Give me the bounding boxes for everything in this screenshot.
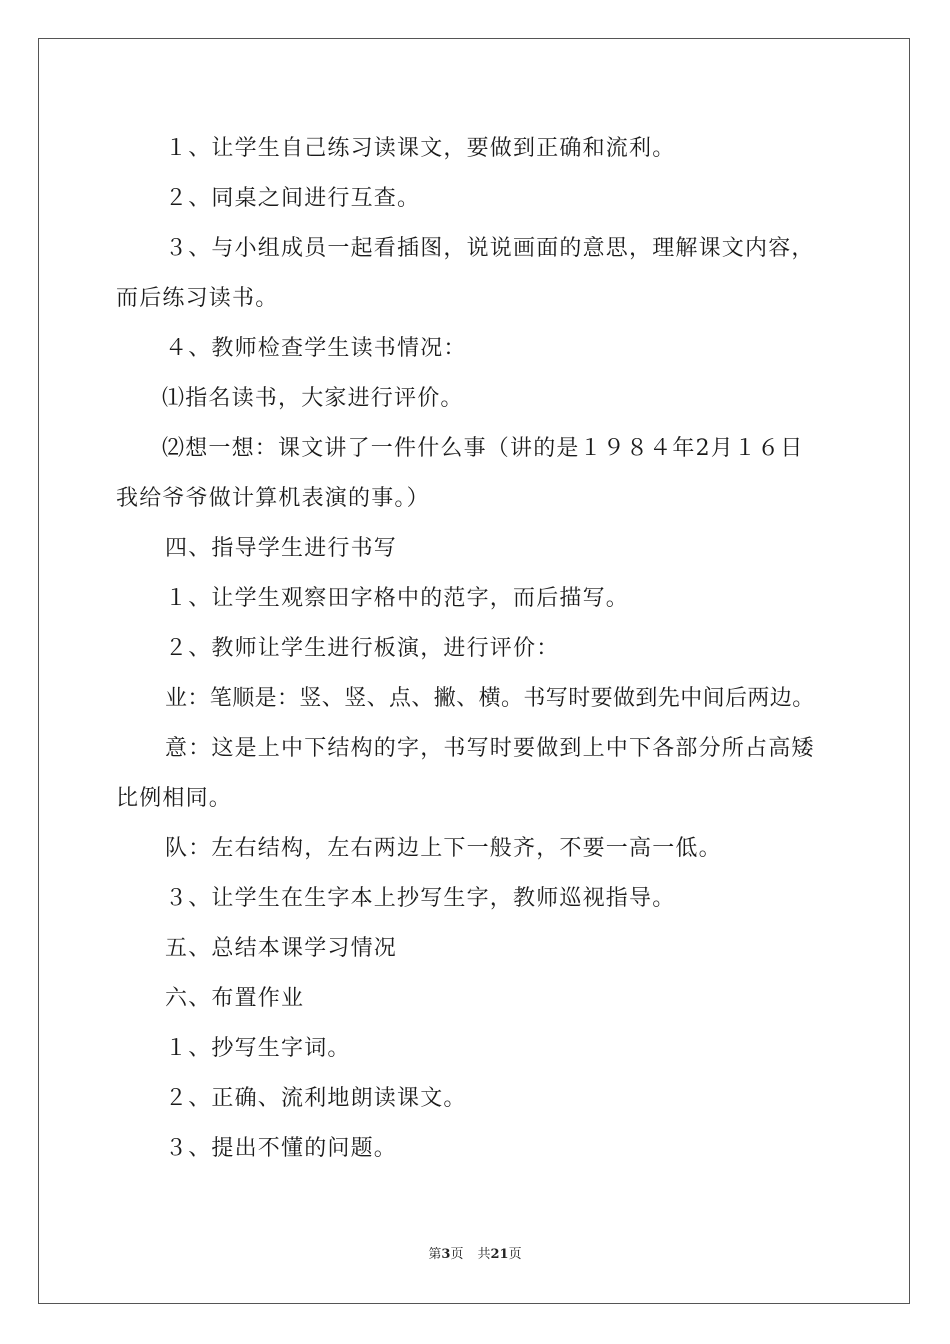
- page-footer: [0, 1246, 950, 1264]
- paragraph-line: 比例相同。: [116, 786, 233, 811]
- paragraph-line: ４、教师检查学生读书情况：: [165, 336, 467, 361]
- paragraph-line: １、让学生观察田字格中的范字，而后描写。: [165, 586, 630, 611]
- paragraph-line: ２、同桌之间进行互查。: [165, 186, 421, 211]
- paragraph-line: ⑵想一想：课文讲了一件什么事（讲的是１９８４年2月１６日: [162, 436, 804, 461]
- footer-page-suffix: 页: [450, 1247, 464, 1262]
- paragraph-line: １、让学生自己练习读课文，要做到正确和流利。: [165, 136, 676, 161]
- paragraph-line: ２、正确、流利地朗读课文。: [165, 1086, 467, 1111]
- paragraph-line: ３、提出不懂的问题。: [165, 1136, 398, 1161]
- paragraph-line: ３、让学生在生字本上抄写生字，教师巡视指导。: [165, 886, 676, 911]
- footer-total-prefix: 共: [477, 1247, 491, 1262]
- paragraph-line: 我给爷爷做计算机表演的事。）: [116, 486, 430, 511]
- footer-page-number: 3: [441, 1247, 451, 1262]
- section-heading: 六、布置作业: [165, 986, 305, 1011]
- paragraph-line: ⑴指名读书，大家进行评价。: [162, 386, 464, 411]
- section-heading: 四、指导学生进行书写: [165, 536, 398, 561]
- paragraph-line: １、抄写生字词。: [165, 1036, 351, 1061]
- footer-page-prefix: 第: [428, 1247, 442, 1262]
- page-border: [38, 38, 910, 1304]
- paragraph-line: ２、教师让学生进行板演，进行评价：: [165, 636, 560, 661]
- footer-total-pages: 21: [490, 1247, 509, 1262]
- paragraph-line: 而后练习读书。: [116, 286, 279, 311]
- paragraph-line: ３、与小组成员一起看插图，说说画面的意思，理解课文内容，: [165, 236, 815, 261]
- paragraph-line: 业：笔顺是：竖、竖、点、撇、横。书写时要做到先中间后两边。: [165, 686, 815, 711]
- paragraph-line: 意：这是上中下结构的字，书写时要做到上中下各部分所占高矮: [165, 736, 815, 761]
- paragraph-line: 队：左右结构，左右两边上下一般齐，不要一高一低。: [165, 836, 722, 861]
- footer-total-suffix: 页: [508, 1247, 522, 1262]
- section-heading: 五、总结本课学习情况: [165, 936, 398, 961]
